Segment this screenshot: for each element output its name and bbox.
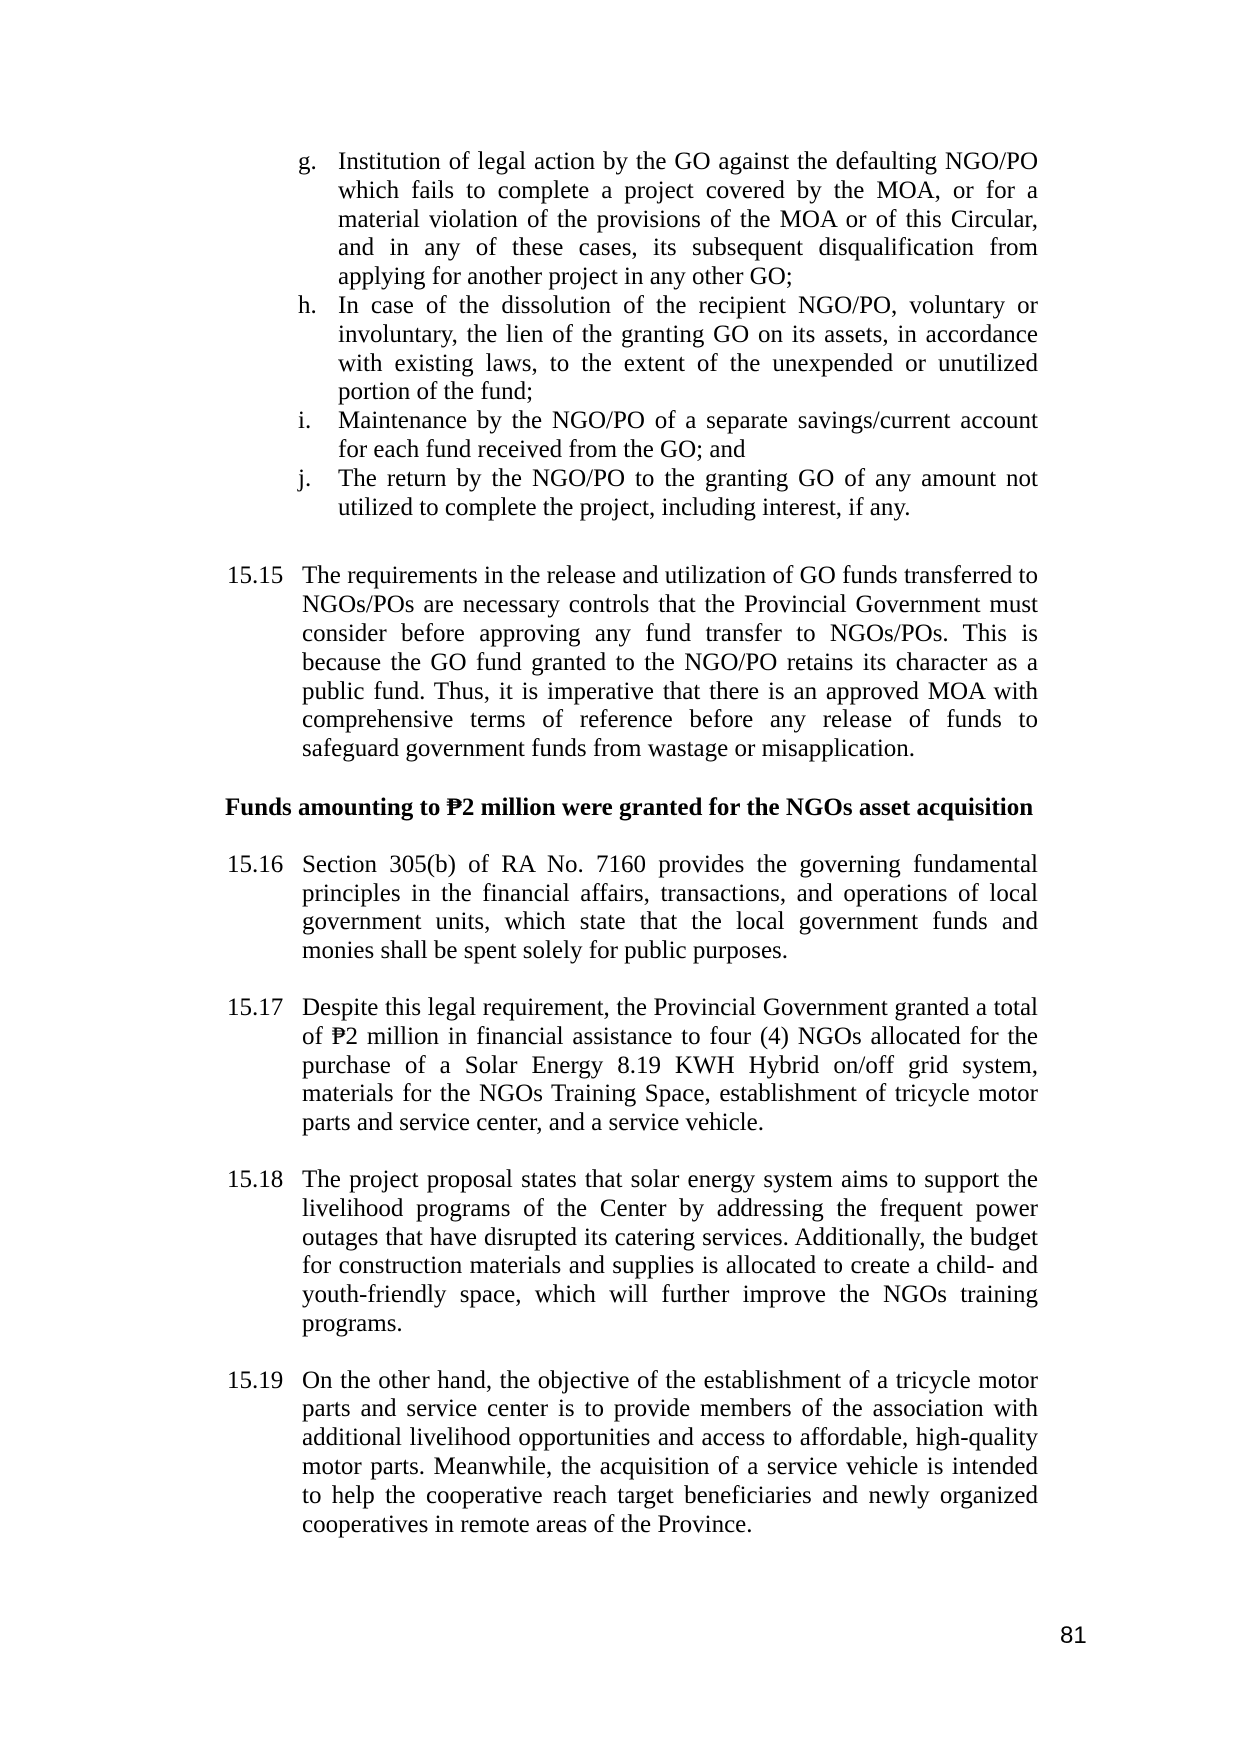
list-item-g [298,148,1038,292]
paragraph-text: Section 305(b) of RA No. 7160 provides the governing fundamental principles in the financial affairs, transactions, and operations of local government units, which state that the local government funds and monies shall be spent solely for public purposes. [302,850,1038,965]
list-item-letter: j. [298,464,312,492]
page-content [227,148,1038,1539]
paragraph-15-15 [227,562,1038,764]
paragraph-number: 15.17 [227,993,284,1021]
list-item-i [298,407,1038,465]
list-item-j [298,465,1038,523]
list-item-letter: i. [298,407,312,435]
paragraph-text: Despite this legal requirement, the Provincial Government granted a total of ₱2 million in financial assistance to four (4) NGOs allocated for the purchase of a Solar Energy 8.19 KWH Hybrid on/off grid system, materials for the NGOs Training Space, establishment of tricycle motor parts and service center, and a service vehicle. [302,993,1038,1137]
lettered-list [227,148,1038,522]
list-item-letter: g. [298,148,317,175]
paragraph-15-18 [227,1166,1038,1339]
list-item-text: Maintenance by the NGO/PO of a separate savings/current account for each fund received from the GO; and [338,407,1038,463]
page-number: 81 [1060,1622,1087,1649]
paragraph-number: 15.19 [227,1366,284,1394]
paragraph-15-16 [227,851,1038,966]
section-heading: Funds amounting to ₱2 million were granted for the NGOs asset acquisition [225,793,1034,821]
paragraph-number: 15.18 [227,1165,284,1193]
paragraph-text: The requirements in the release and utilization of GO funds transferred to NGOs/POs are necessary controls that the Provincial Government must consider before approving any fund transfer to NGOs/POs. This is because the GO fund granted to the NGO/PO retains its character as a public fund. Thus, it is imperative that there is an approved MOA with comprehensive terms of reference before any release of funds to safeguard government funds from wastage or misapplication. [302,562,1038,763]
list-item-text: Institution of legal action by the GO against the defaulting NGO/PO which fails to complete a project covered by the MOA, or for a material violation of the provisions of the MOA or of this Circular, and in any of these cases, its subsequent disqualification from applying for another project in any other GO; [338,148,1038,291]
paragraph-number: 15.15 [227,562,284,590]
paragraph-number: 15.16 [227,850,284,878]
list-item-letter: h. [298,291,317,319]
paragraph-15-19 [227,1367,1038,1540]
paragraph-text: The project proposal states that solar energy system aims to support the livelihood programs of the Center by addressing the frequent power outages that have disrupted its catering services. Additionally, the budget for construction materials and supplies is allocated to create a child- and youth-friendly space, which will further improve the NGOs training programs. [302,1165,1038,1337]
list-item-text: The return by the NGO/PO to the granting GO of any amount not utilized to complete the project, including interest, if any. [338,464,1038,521]
list-item-text: In case of the dissolution of the recipient NGO/PO, voluntary or involuntary, the lien of the granting GO on its assets, in accordance with existing laws, to the extent of the unexpended or unutilized portion of the fund; [338,291,1038,406]
paragraph-text: On the other hand, the objective of the establishment of a tricycle motor parts and service center is to provide members of the association with additional livelihood opportunities and access to affordable, high-quality motor parts. Meanwhile, the acquisition of a service vehicle is intended to help the cooperative reach target beneficiaries and newly organized cooperatives in remote areas of the Province. [302,1366,1038,1538]
paragraph-15-17 [227,994,1038,1138]
list-item-h [298,292,1038,407]
